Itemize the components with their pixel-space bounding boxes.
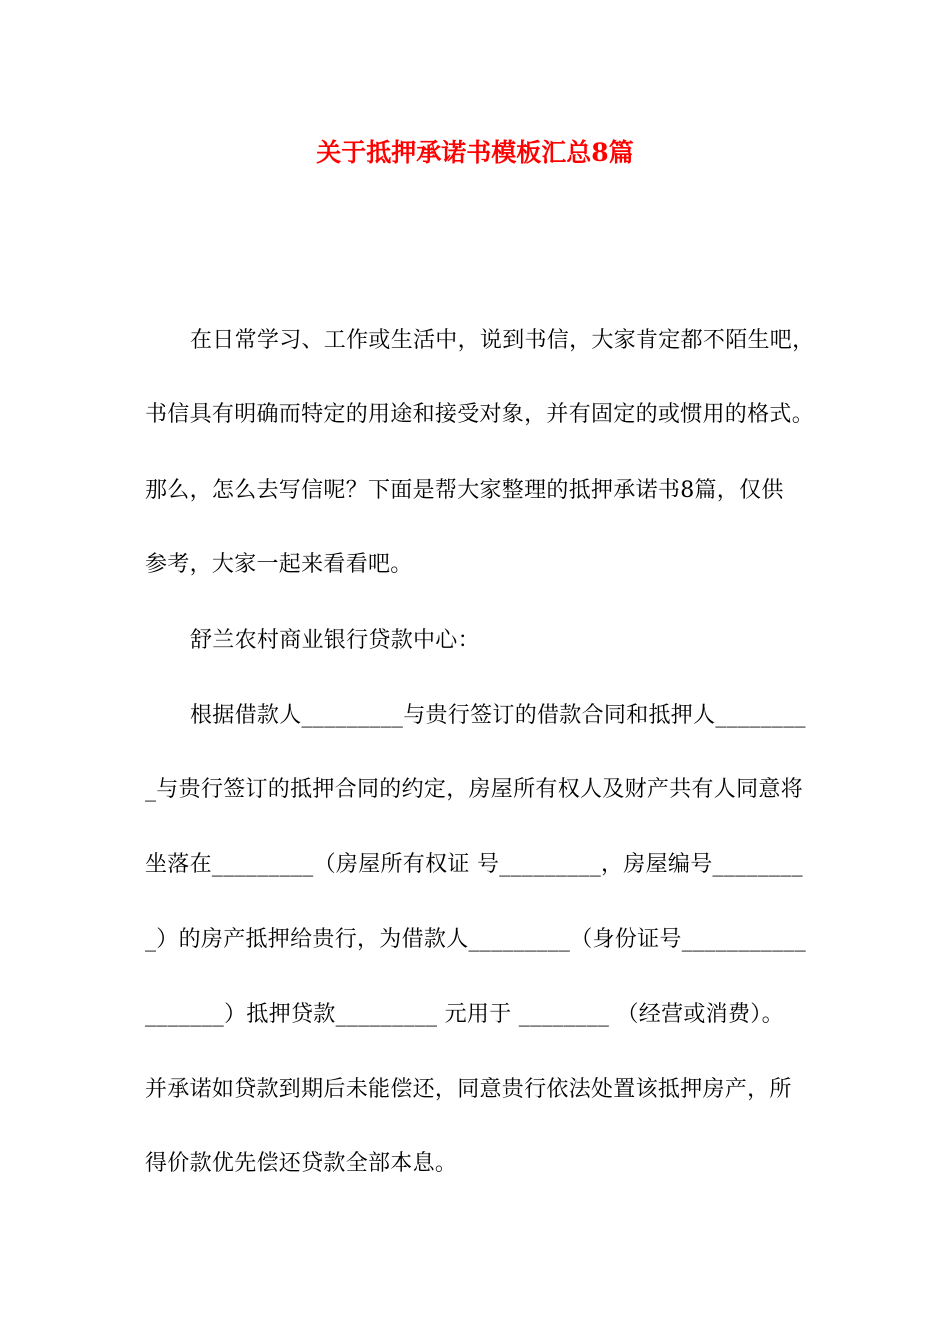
- paragraph-line: 并承诺如贷款到期后未能偿还，同意贵行依法处置该抵押房产，所: [145, 1077, 792, 1102]
- paragraph-line: _______）抵押贷款_________ 元用于 ________ （经营或消费）。: [145, 1002, 784, 1027]
- paragraph-line: 坐落在_________（房屋所有权证 号_________，房屋编号________: [145, 852, 803, 877]
- paragraph-line: 那么，怎么去写信呢？下面是帮大家整理的抵押承诺书8篇，仅供: [145, 478, 784, 503]
- paragraph-line: _）的房产抵押给贵行，为借款人_________（身份证号___________: [145, 927, 807, 952]
- paragraph-line: 书信具有明确而特定的用途和接受对象，并有固定的或惯用的格式。: [145, 402, 815, 427]
- document-title: 关于抵押承诺书模板汇总8篇: [316, 138, 634, 167]
- salutation-line: 舒兰农村商业银行贷款中心：: [190, 628, 480, 653]
- paragraph-line: 参考，大家一起来看看吧。: [145, 552, 413, 577]
- paragraph-line: 得价款优先偿还贷款全部本息。: [145, 1151, 458, 1176]
- paragraph-line: 根据借款人_________与贵行签订的借款合同和抵押人________: [190, 703, 806, 728]
- paragraph-line: 在日常学习、工作或生活中，说到书信，大家肯定都不陌生吧，: [190, 328, 815, 353]
- paragraph-line: _与贵行签订的抵押合同的约定，房屋所有权人及财产共有人同意将: [145, 777, 804, 802]
